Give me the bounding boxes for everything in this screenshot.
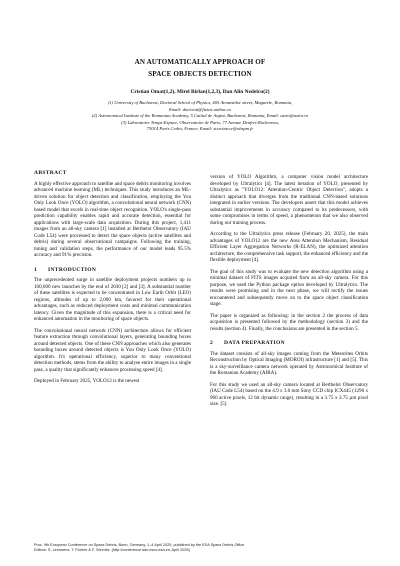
right-column [210,174,368,413]
affiliation-line: (2) Astronomical Institute of the Romanian Academy, 5 Cutitul de Argint, Bucharest, Romania, Email: astro@astro.ro [91,113,309,119]
data-prep-paragraph: The dataset consists of all-sky images coming from the Meteorites Orbits Reconstruction by Optical Imaging (MOROI) infrastructure [1] and [5]. This is a sky-surveillance camera network operated by Astronomical Institute of the Romanian Academy (AIRA). [210,350,368,376]
intro-paragraph: The convolutional neural network (CNN) architecture allows for efficient feature extraction through convolutional layers, generating bounding boxes around detected objects. One of these CNN approaches which also generates bounding boxes around detected objects is You Only Look Once (YOLO) algorithm. It's operational efficiency, superior to many conventional detection methods, stems from the ability to analyse entire images in a single pass, a quality that significantly enhances processing speed [4]. [34,327,191,373]
section-number: 2 [210,340,214,346]
author-list: Cristian Omat(1,2), Mirel Birlan(1,2,3), Dan Alin Nedelcu(2) [130,89,270,95]
title-line-2: SPACE OBJECTS DETECTION [148,70,252,78]
section-title: DATA PREPARATION [224,340,285,346]
affiliation-line: Email: doctorat@fizica.unibuc.ro [168,106,232,112]
affiliation-line: 75014 Paris Cedex, France, Email: scar.imcce@obspm.fr [146,126,254,132]
abstract-heading: ABSTRACT [34,170,67,176]
abstract-text: A highly effective approach to satellite and space debris monitoring involves advanced machine learning (ML) techniques. This study introduces an ML-driven solution for object detection and classification, employing the You Only Look Once (YOLO) algorithm, a convolutional neural network (CNN) based model that excels in real-time object recognition. YOLO's single-pass prediction capability enables rapid and accurate detection, essential for applications with large-scale data acquisition. During this project, 1,411 images from an all-sky camera [1] installed at Berthelot Observatory (IAU Code L54) were processed to detect the space objects (active satellites and debris) during several observational campaigns. Following the training, tuning and validation steps, the performance of our model leads 95.5% accuracy and 91% precision. [34,180,191,258]
section-number: 1 [34,266,38,273]
data-preparation-heading [210,340,368,347]
title-line-1: AN AUTOMATICALLY APPROACH OF [134,58,266,66]
introduction-heading [34,267,191,274]
left-column [34,170,191,390]
section-title: INTRODUCTION [48,266,97,273]
intro-paragraph: Deployed in February 2025, YOLO12 is the newest [34,378,140,384]
intro-paragraph: version of YOLO Algorithm, a computer vision model architecture developed by Ultralytics [4]. The latest iteration of YOLO, presented by Ultralytics as "YOLO12: Attention-Centric Object Detection", adopts a distinct approach that diverges from the traditional CNN-based solutions integrated in earlier versions. The developers assert that this model achieves substantial improvements in accuracy compared to its predecessors, with some compromises in terms of speed, a phenomenon that we also observed during our training process. [210,174,368,226]
intro-paragraph: The paper is organized as following: in the section 2 the process of data acquisition is presented followed by the methodology (section 3) and the results (section 4). Finally, the conclusions are presented in the section 5. [210,312,368,332]
proceedings-footer [34,543,374,553]
intro-paragraph: The goal of this study was to evaluate the new detection algorithm using a minimal dataset of FITS images acquired from an all-sky camera. For this purpose, we used the Python package option developed by Ultralytics. The results were promising and in the next phase, we will rectify the issues encountered and subsequently move on to the space object classification stage. [210,268,368,307]
affiliations [40,100,360,133]
intro-paragraph: The unprecedented surge in satellite deployment projects numbers up to 100,000 new launches by the end of 2030 [2] and [3]. A substantial number of these satellites is expected to be concentrated in Low Earth Orbit (LEO) regions, altitudes of up to 2,000 km, favored for their operational advantages, such as reduced deployment costs and minimal communication latency. Given the magnitude of this expansion, there is a critical need for enhanced automation in the monitoring of space objects. [34,277,191,322]
affiliation-line: (1) University of Bucharest, Doctoral School of Physics, 405 Atomistilor street, Magurele, Romania, [107,100,293,105]
footer-line: Editors: S. Lemmens, T. Flohrer & F. Schmitz, (http://conference.sdo.esoc.esa.int, April 2025) [34,548,190,553]
footer-line: Proc. 9th European Conference on Space Debris, Bonn, Germany, 1–4 April 2025, published by the ESA Space Debris Office [34,543,245,547]
data-prep-paragraph: For this study we used an all-sky camera located at Berthelot Observatory (IAU Code L54) based on the 4.9 x 3.6 mm Sony CCD chip ICX445 (1296 x 966 active pixels, 12 bit dynamic range), resulting in a 3.75 x 3.75 µm pixel size. [5] [210,381,368,407]
affiliation-line: (3) Laboratoire Temps-Espace, Observatoire de Paris, 77 Avenue Denfert-Rochereau, [121,119,279,125]
paper-title [20,56,380,80]
intro-paragraph: According to the Ultralytics press release (February 20, 2025), the main advantages of YOLO12 are the new Area Attention Mechanism, Residual Efficient Layer Aggregation Networks (R-ELAN), the optimized attention architecture, the comprehensive task support, the enhanced efficiency and the flexible deployment [4]. [210,231,368,263]
